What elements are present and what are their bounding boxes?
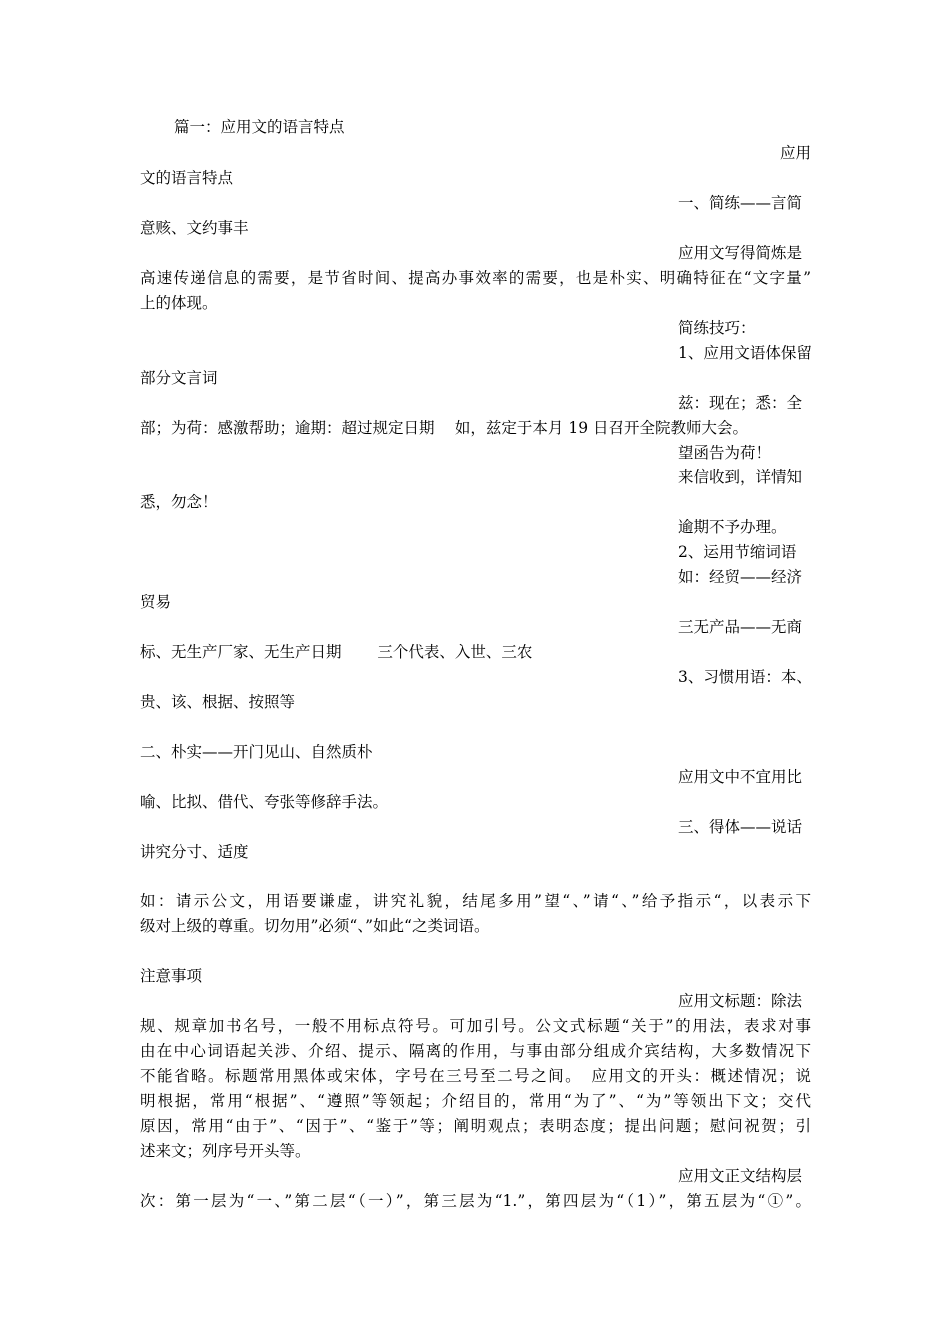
- tip-3-heading-cont: 贵、该、根据、按照等: [140, 693, 296, 711]
- tip-2-example-2: 三无产品——无商: [678, 618, 803, 636]
- tip-3-heading: 3、习惯用语：本、: [678, 668, 812, 686]
- notes-heading: 注意事项: [140, 967, 203, 985]
- example-1-start: 兹：现在；悉：全: [678, 394, 803, 412]
- heading-line-1: 应用: [779, 144, 811, 162]
- notes-paragraph-line: 规、规章加书名号，一般不用标点符号。可加引号。公文式标题“关于”的用法，表求对事: [140, 1017, 811, 1035]
- tip-2-example-2-cont: 标、无生产厂家、无生产日期 三个代表、入世、三农: [140, 643, 533, 661]
- tips-heading: 简练技巧：: [678, 319, 756, 337]
- notes-paragraph-start: 应用文标题：除法: [678, 992, 803, 1010]
- example-1-line-2: 望函告为荷！: [678, 444, 772, 462]
- paragraph-2-end: 喻、比拟、借代、夸张等修辞手法。: [140, 793, 389, 811]
- tip-2-example: 如：经贸——经济: [678, 568, 803, 586]
- example-1-line-4: 悉，勿念！: [140, 493, 218, 511]
- section-3-heading: 三、得体——说话: [678, 818, 803, 836]
- section-1-heading-cont: 意赅、文约事丰: [140, 219, 249, 237]
- document-title: 篇一：应用文的语言特点: [174, 118, 345, 136]
- paragraph-2-start: 应用文中不宜用比: [678, 768, 803, 786]
- paragraph-3-end: 级对上级的尊重。切勿用”必须“、”如此“之类词语。: [140, 917, 490, 935]
- tip-2-heading: 2、运用节缩词语: [678, 543, 797, 561]
- section-3-heading-cont: 讲究分寸、适度: [140, 843, 249, 861]
- section-1-heading: 一、简练——言简: [678, 194, 803, 212]
- notes-paragraph-line: 明根据，常用“根据”、“遵照”等领起；介绍目的，常用“为了”、“为”等领出下文；交代: [140, 1092, 811, 1110]
- example-1-line: 部；为荷：感激帮助；逾期：超过规定日期 如，兹定于本月 19 日召开全院教师大会。: [140, 419, 749, 437]
- structure-paragraph-line: 次：第一层为“一、”第二层“（一）”，第三层为“1.”，第四层为“（1）”，第五层为“①”。: [140, 1192, 811, 1210]
- structure-paragraph-start: 应用文正文结构层: [678, 1167, 803, 1185]
- tip-1-heading: 1、应用文语体保留: [678, 344, 812, 362]
- tip-1-heading-cont: 部分文言词: [140, 369, 218, 387]
- section-2-heading: 二、朴实——开门见山、自然质朴: [140, 743, 373, 761]
- notes-paragraph-line: 原因，常用“由于”、“因于”、“鉴于”等；阐明观点；表明态度；提出问题；慰问祝贺；引: [140, 1117, 811, 1135]
- paragraph-3-line: 如：请示公文，用语要谦虚，讲究礼貌，结尾多用”望“、”请“、”给予指示“，以表示下: [140, 892, 811, 910]
- example-1-line-3: 来信收到，详情知: [678, 468, 803, 486]
- heading-line-2: 文的语言特点: [140, 169, 234, 187]
- paragraph-1-line: 高速传递信息的需要，是节省时间、提高办事效率的需要，也是朴实、明确特征在“文字量”: [140, 269, 811, 287]
- paragraph-1-end: 上的体现。: [140, 294, 218, 312]
- paragraph-1-start: 应用文写得简炼是: [678, 244, 803, 262]
- notes-paragraph-end: 述来文；列序号开头等。: [140, 1142, 311, 1160]
- notes-paragraph-line: 由在中心词语起关涉、介绍、提示、隔离的作用，与事由部分组成介宾结构，大多数情况下: [140, 1042, 811, 1060]
- example-1-line-5: 逾期不予办理。: [678, 518, 787, 536]
- notes-paragraph-line: 不能省略。标题常用黑体或宋体，字号在三号至二号之间。 应用文的开头：概述情况；说: [140, 1067, 811, 1085]
- tip-2-example-cont: 贸易: [140, 593, 172, 611]
